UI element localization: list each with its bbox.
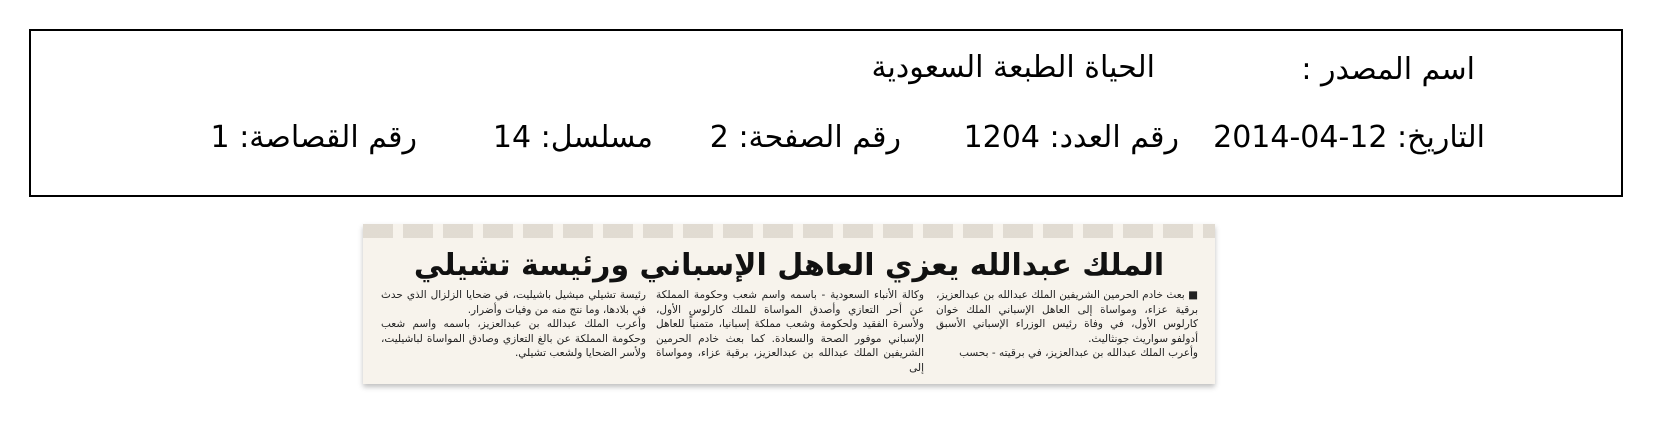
article-headline: الملك عبدالله يعزي العاهل الإسباني ورئيسة تشيلي	[413, 248, 1165, 283]
issue-value: 1204	[963, 120, 1040, 155]
clip-label: رقم القصاصة:	[239, 120, 417, 155]
page-field	[710, 120, 901, 156]
article-column-2: وكالة الأنباء السعودية - باسمه واسم شعب وحكومة المملكة عن أحر التعازي وأصدق المواساة للملك كارلوس الأول، ولأسرة الفقيد ولحكومة وشعب مملكة إسبانيا، متمنياً للعاهل الإسباني موفور الصحة والسعادة. كما بعث خادم الحرمين الشريفين الملك عبدالله بن عبدالعزيز، برقية عزاء، ومواساة إلى	[656, 289, 924, 374]
article-column-3: رئيسة تشيلي ميشيل باشيليت، في ضحايا الزلزال الذي حدث في بلادها، وما نتج منه من وفيات وأضرار. وأعرب الملك عبدالله بن عبدالعزيز، باسمه واسم شعب وحكومة المملكة عن بالغ التعازي وصادق المواساة لباشيليت، ولأسر الضحايا ولشعب تشيلي.	[381, 289, 646, 359]
clip-value: 1	[210, 120, 230, 155]
source-info-box	[29, 29, 1623, 197]
newspaper-clipping	[363, 224, 1215, 384]
serial-label: مسلسل:	[540, 120, 653, 155]
source-name: الحياة الطبعة السعودية	[871, 50, 1155, 85]
issue-field	[964, 120, 1179, 156]
article-column-1: ■ بعث خادم الحرمين الشريفين الملك عبدالله بن عبدالعزيز، برقية عزاء، ومواساة إلى العاهل الإسباني الملك خوان كارلوس الأول، في وفاة رئيس الوزراء الإسباني الأسبق أدولفو سواريث جونثاليث. وأعرب الملك عبدالله بن عبدالعزيز، في برقيته - بحسب	[936, 289, 1198, 359]
date-label: التاريخ:	[1397, 120, 1485, 155]
clip-field	[211, 120, 417, 156]
serial-field	[493, 120, 653, 156]
page-value: 2	[709, 120, 729, 155]
issue-label: رقم العدد:	[1049, 120, 1179, 155]
serial-value: 14	[492, 120, 532, 155]
date-field	[1213, 120, 1485, 156]
source-label: اسم المصدر :	[1301, 52, 1475, 87]
date-value: 2014-04-12	[1213, 120, 1388, 155]
page-label: رقم الصفحة:	[738, 120, 901, 155]
